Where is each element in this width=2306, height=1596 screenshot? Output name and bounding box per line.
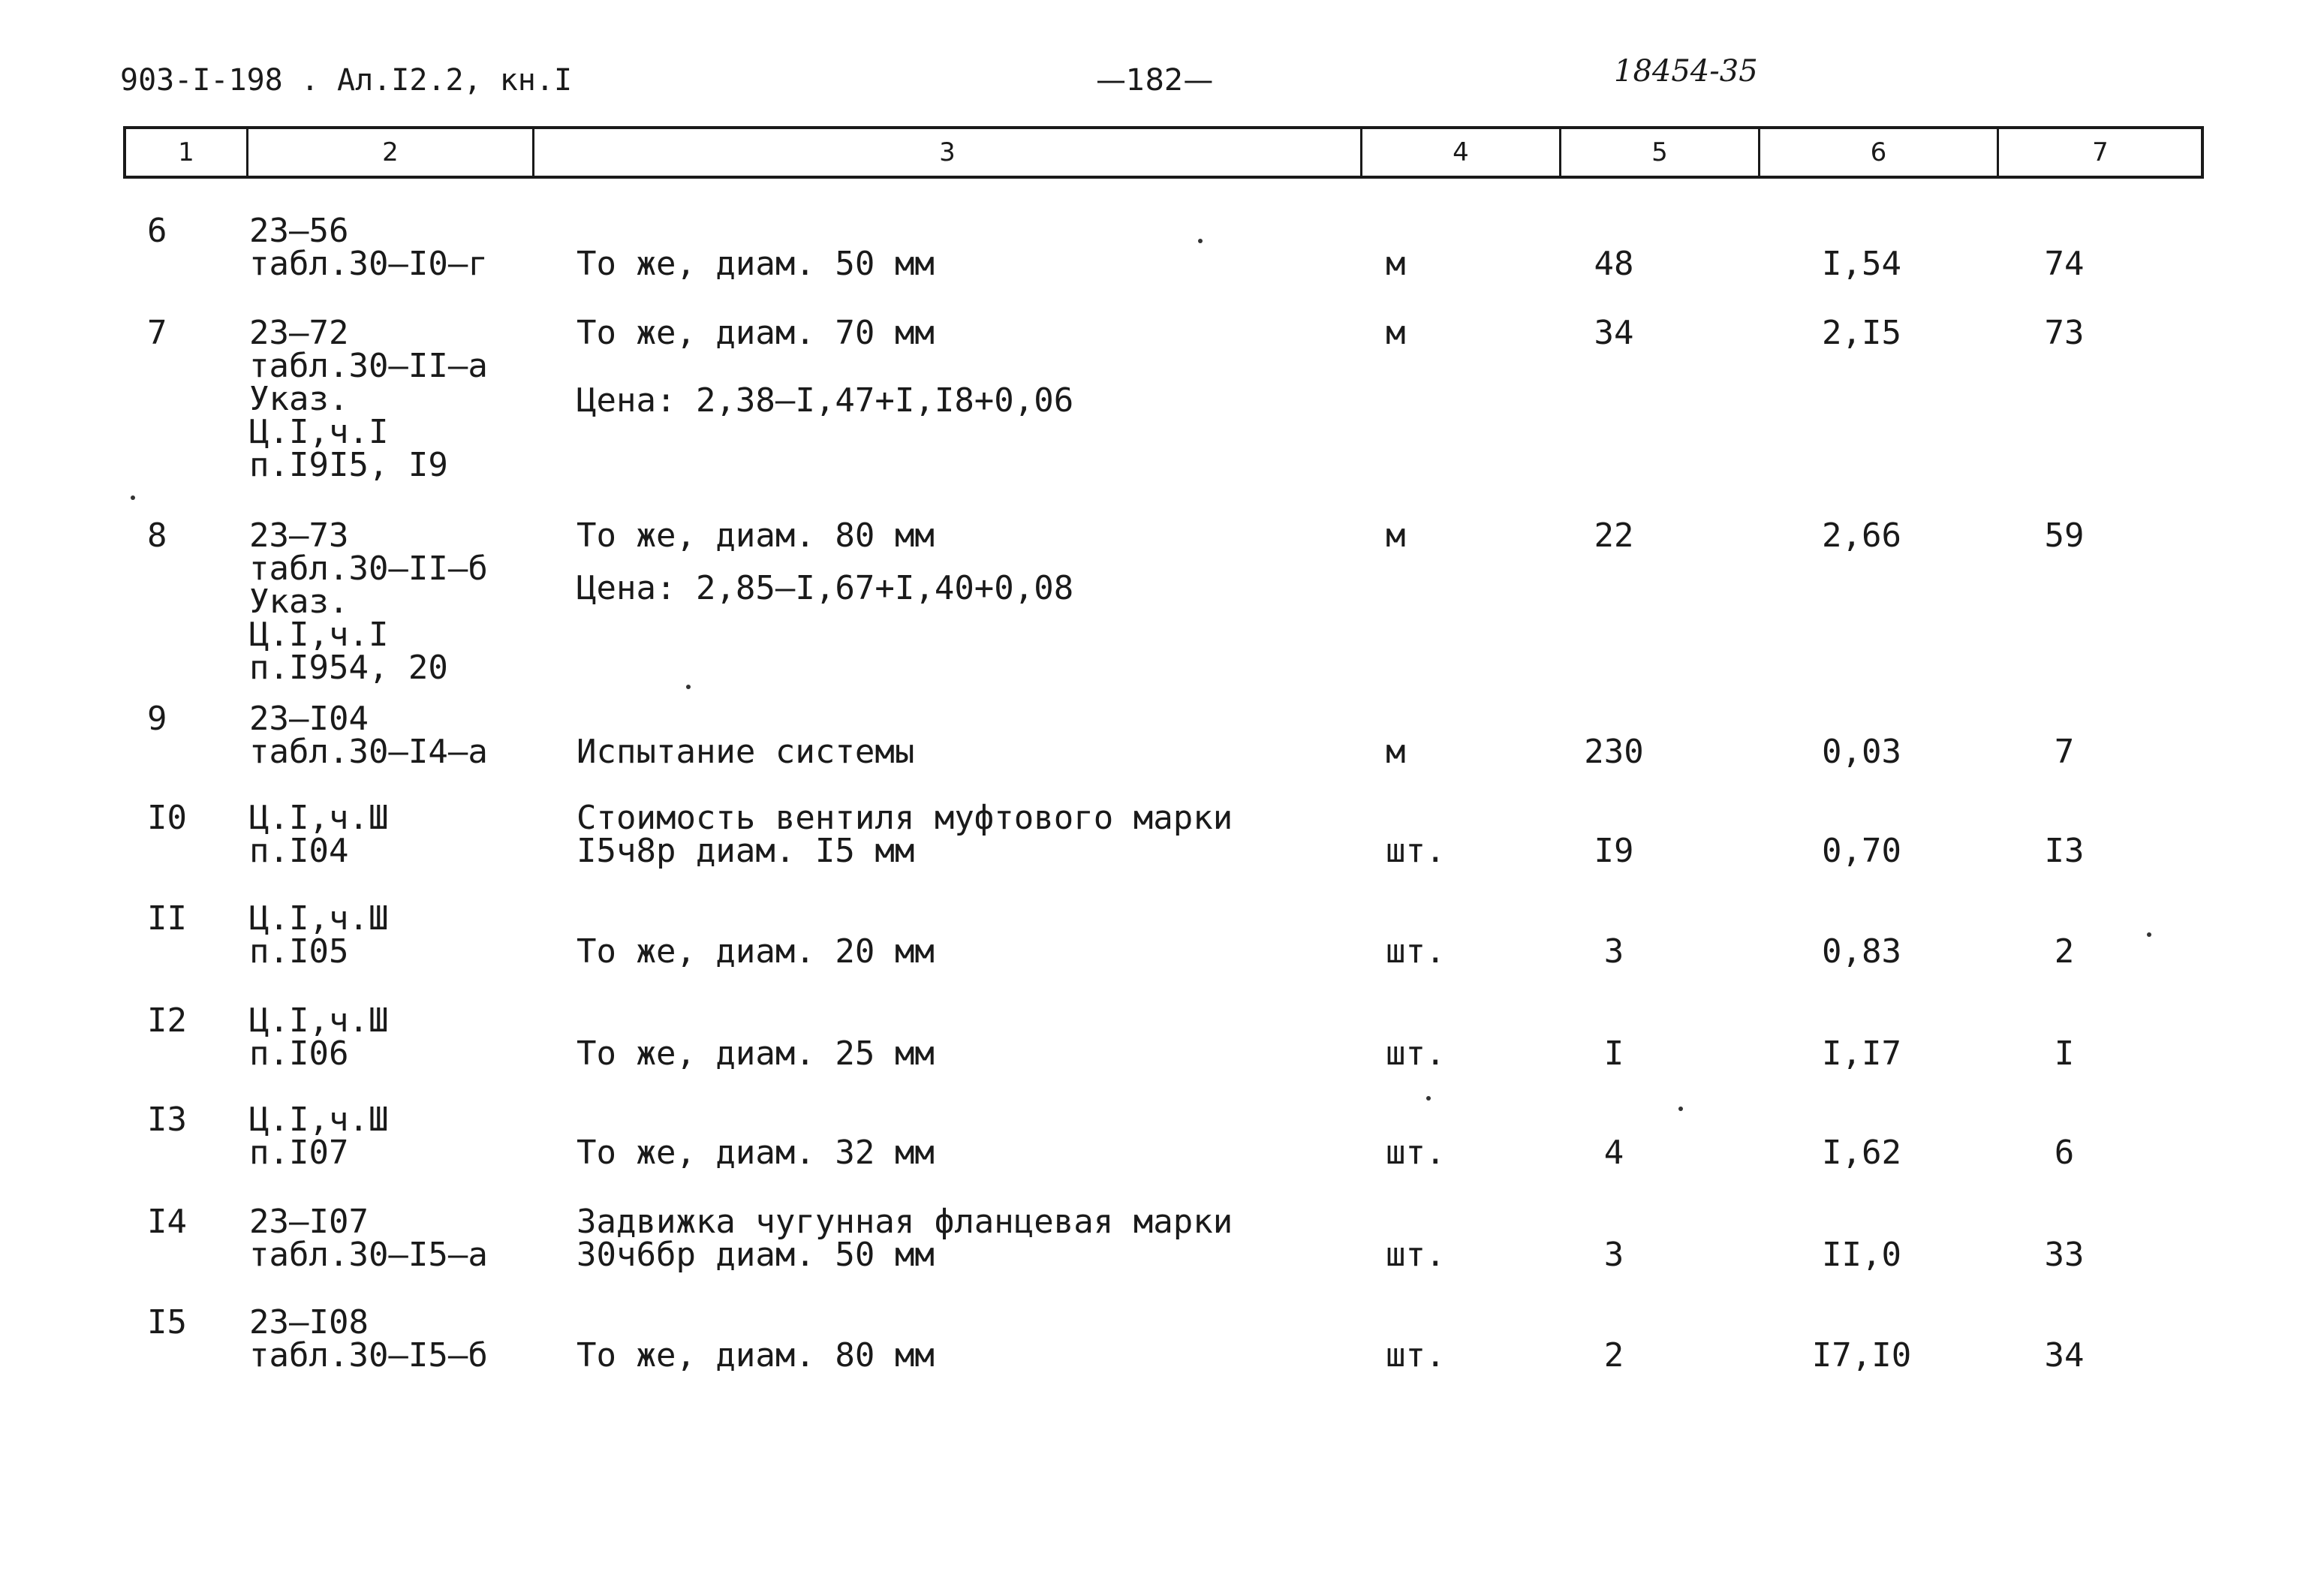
row-number: 7 xyxy=(147,314,167,352)
row-unit: шт. xyxy=(1386,1034,1446,1073)
row-description: I5ч8р диам. I5 мм xyxy=(576,832,915,870)
scan-speck xyxy=(686,685,691,689)
row-total: 6 xyxy=(2054,1134,2075,1172)
row-quantity: 3 xyxy=(1603,932,1624,971)
row-number: 8 xyxy=(147,516,167,555)
row-unit: шт. xyxy=(1386,932,1446,971)
row-total: 33 xyxy=(2044,1236,2085,1274)
row-price: 2,I5 xyxy=(1822,314,1901,352)
scan-speck xyxy=(1198,239,1203,243)
row-unit: шт. xyxy=(1386,1236,1446,1274)
row-number: 6 xyxy=(147,212,167,250)
row-code-line: п.I954, 20 xyxy=(249,649,448,687)
row-price: 0,70 xyxy=(1822,832,1901,870)
row-price: 0,03 xyxy=(1822,733,1901,771)
column-header-4: 4 xyxy=(1453,137,1469,167)
row-quantity: 4 xyxy=(1603,1134,1624,1172)
row-number: II xyxy=(147,899,187,938)
row-unit: шт. xyxy=(1386,1134,1446,1172)
row-quantity: 48 xyxy=(1594,245,1634,283)
document-reference: 903-I-198 . Ал.I2.2, кн.I xyxy=(120,63,573,98)
row-description: Стоимость вентиля муфтового марки xyxy=(576,799,1233,837)
row-quantity: 34 xyxy=(1594,314,1634,352)
row-code-line: Ц.I,ч.Ш xyxy=(249,799,389,837)
row-code-line: 23–I08 xyxy=(249,1303,369,1342)
scan-speck xyxy=(1678,1107,1683,1111)
row-code-line: Указ. xyxy=(249,583,349,621)
column-header-3: 3 xyxy=(939,137,956,167)
row-code-line: п.I05 xyxy=(249,932,349,971)
row-code-line: п.I04 xyxy=(249,832,349,870)
row-unit: м xyxy=(1386,245,1406,283)
row-total: 34 xyxy=(2044,1336,2085,1375)
row-code-line: 23–56 xyxy=(249,212,349,250)
row-quantity: 230 xyxy=(1584,733,1644,771)
row-quantity: 3 xyxy=(1603,1236,1624,1274)
row-code-line: Ц.I,ч.Ш xyxy=(249,1001,389,1040)
row-price: I,54 xyxy=(1822,245,1901,283)
row-quantity: 22 xyxy=(1594,516,1634,555)
row-code-line: Ц.I,ч.Ш xyxy=(249,1101,389,1139)
column-header-7: 7 xyxy=(2092,137,2109,167)
row-unit: м xyxy=(1386,733,1406,771)
row-total: 74 xyxy=(2044,245,2085,283)
row-description: То же, диам. 80 мм xyxy=(576,1336,935,1375)
scan-speck xyxy=(1426,1096,1431,1101)
row-code-line: п.I9I5, I9 xyxy=(249,446,448,484)
row-total: 73 xyxy=(2044,314,2085,352)
page-number: —182— xyxy=(1096,63,1214,98)
row-quantity: I9 xyxy=(1594,832,1634,870)
row-code-line: табл.30–II–б xyxy=(249,550,488,588)
column-header-row xyxy=(123,126,2204,179)
row-price-formula: Цена: 2,85–I,67+I,40+0,08 xyxy=(576,569,1074,607)
column-header-2: 2 xyxy=(382,137,399,167)
row-code-line: Ц.I,ч.I xyxy=(249,413,389,451)
row-unit: м xyxy=(1386,314,1406,352)
row-total: I3 xyxy=(2044,832,2085,870)
row-unit: шт. xyxy=(1386,832,1446,870)
row-price: 2,66 xyxy=(1822,516,1901,555)
row-number: I3 xyxy=(147,1101,187,1139)
row-number: I4 xyxy=(147,1203,187,1241)
column-header-1: 1 xyxy=(178,137,194,167)
row-total: 7 xyxy=(2054,733,2075,771)
row-code-line: 23–I07 xyxy=(249,1203,369,1241)
row-number: I2 xyxy=(147,1001,187,1040)
row-code-line: п.I07 xyxy=(249,1134,349,1172)
row-total: 59 xyxy=(2044,516,2085,555)
row-price: I,I7 xyxy=(1822,1034,1901,1073)
row-code-line: табл.30–I5–б xyxy=(249,1336,488,1375)
row-unit: м xyxy=(1386,516,1406,555)
row-number: 9 xyxy=(147,700,167,738)
column-header-6: 6 xyxy=(1870,137,1887,167)
row-code-line: табл.30–I0–г xyxy=(249,245,488,283)
column-header-5: 5 xyxy=(1651,137,1668,167)
row-number: I5 xyxy=(147,1303,187,1342)
row-description: То же, диам. 32 мм xyxy=(576,1134,935,1172)
row-description: То же, диам. 80 мм xyxy=(576,516,935,555)
row-price: 0,83 xyxy=(1822,932,1901,971)
row-quantity: I xyxy=(1603,1034,1624,1073)
row-code-line: Ц.I,ч.Ш xyxy=(249,899,389,938)
row-description: Задвижка чугунная фланцевая марки xyxy=(576,1203,1233,1241)
row-code-line: Ц.I,ч.I xyxy=(249,616,389,654)
row-description: То же, диам. 20 мм xyxy=(576,932,935,971)
row-price-formula: Цена: 2,38–I,47+I,I8+0,06 xyxy=(576,381,1074,420)
row-code-line: табл.30–II–а xyxy=(249,347,488,385)
row-price: II,0 xyxy=(1822,1236,1901,1274)
row-number: I0 xyxy=(147,799,187,837)
row-quantity: 2 xyxy=(1603,1336,1624,1375)
row-description: То же, диам. 70 мм xyxy=(576,314,935,352)
row-code-line: табл.30–I5–а xyxy=(249,1236,488,1274)
handwritten-number: 18454-35 xyxy=(1614,54,1758,89)
row-price: I7,I0 xyxy=(1811,1336,1912,1375)
row-code-line: п.I06 xyxy=(249,1034,349,1073)
row-code-line: 23–I04 xyxy=(249,700,369,738)
scan-speck xyxy=(2147,932,2151,937)
row-description: Испытание системы xyxy=(576,733,915,771)
row-code-line: 23–72 xyxy=(249,314,349,352)
row-description: То же, диам. 50 мм xyxy=(576,245,935,283)
row-code-line: Указ. xyxy=(249,380,349,418)
row-description: То же, диам. 25 мм xyxy=(576,1034,935,1073)
row-total: I xyxy=(2054,1034,2075,1073)
row-description: 30ч6бр диам. 50 мм xyxy=(576,1236,935,1274)
row-code-line: 23–73 xyxy=(249,516,349,555)
row-total: 2 xyxy=(2054,932,2075,971)
row-code-line: табл.30–I4–а xyxy=(249,733,488,771)
scan-speck xyxy=(131,495,135,500)
row-unit: шт. xyxy=(1386,1336,1446,1375)
row-price: I,62 xyxy=(1822,1134,1901,1172)
